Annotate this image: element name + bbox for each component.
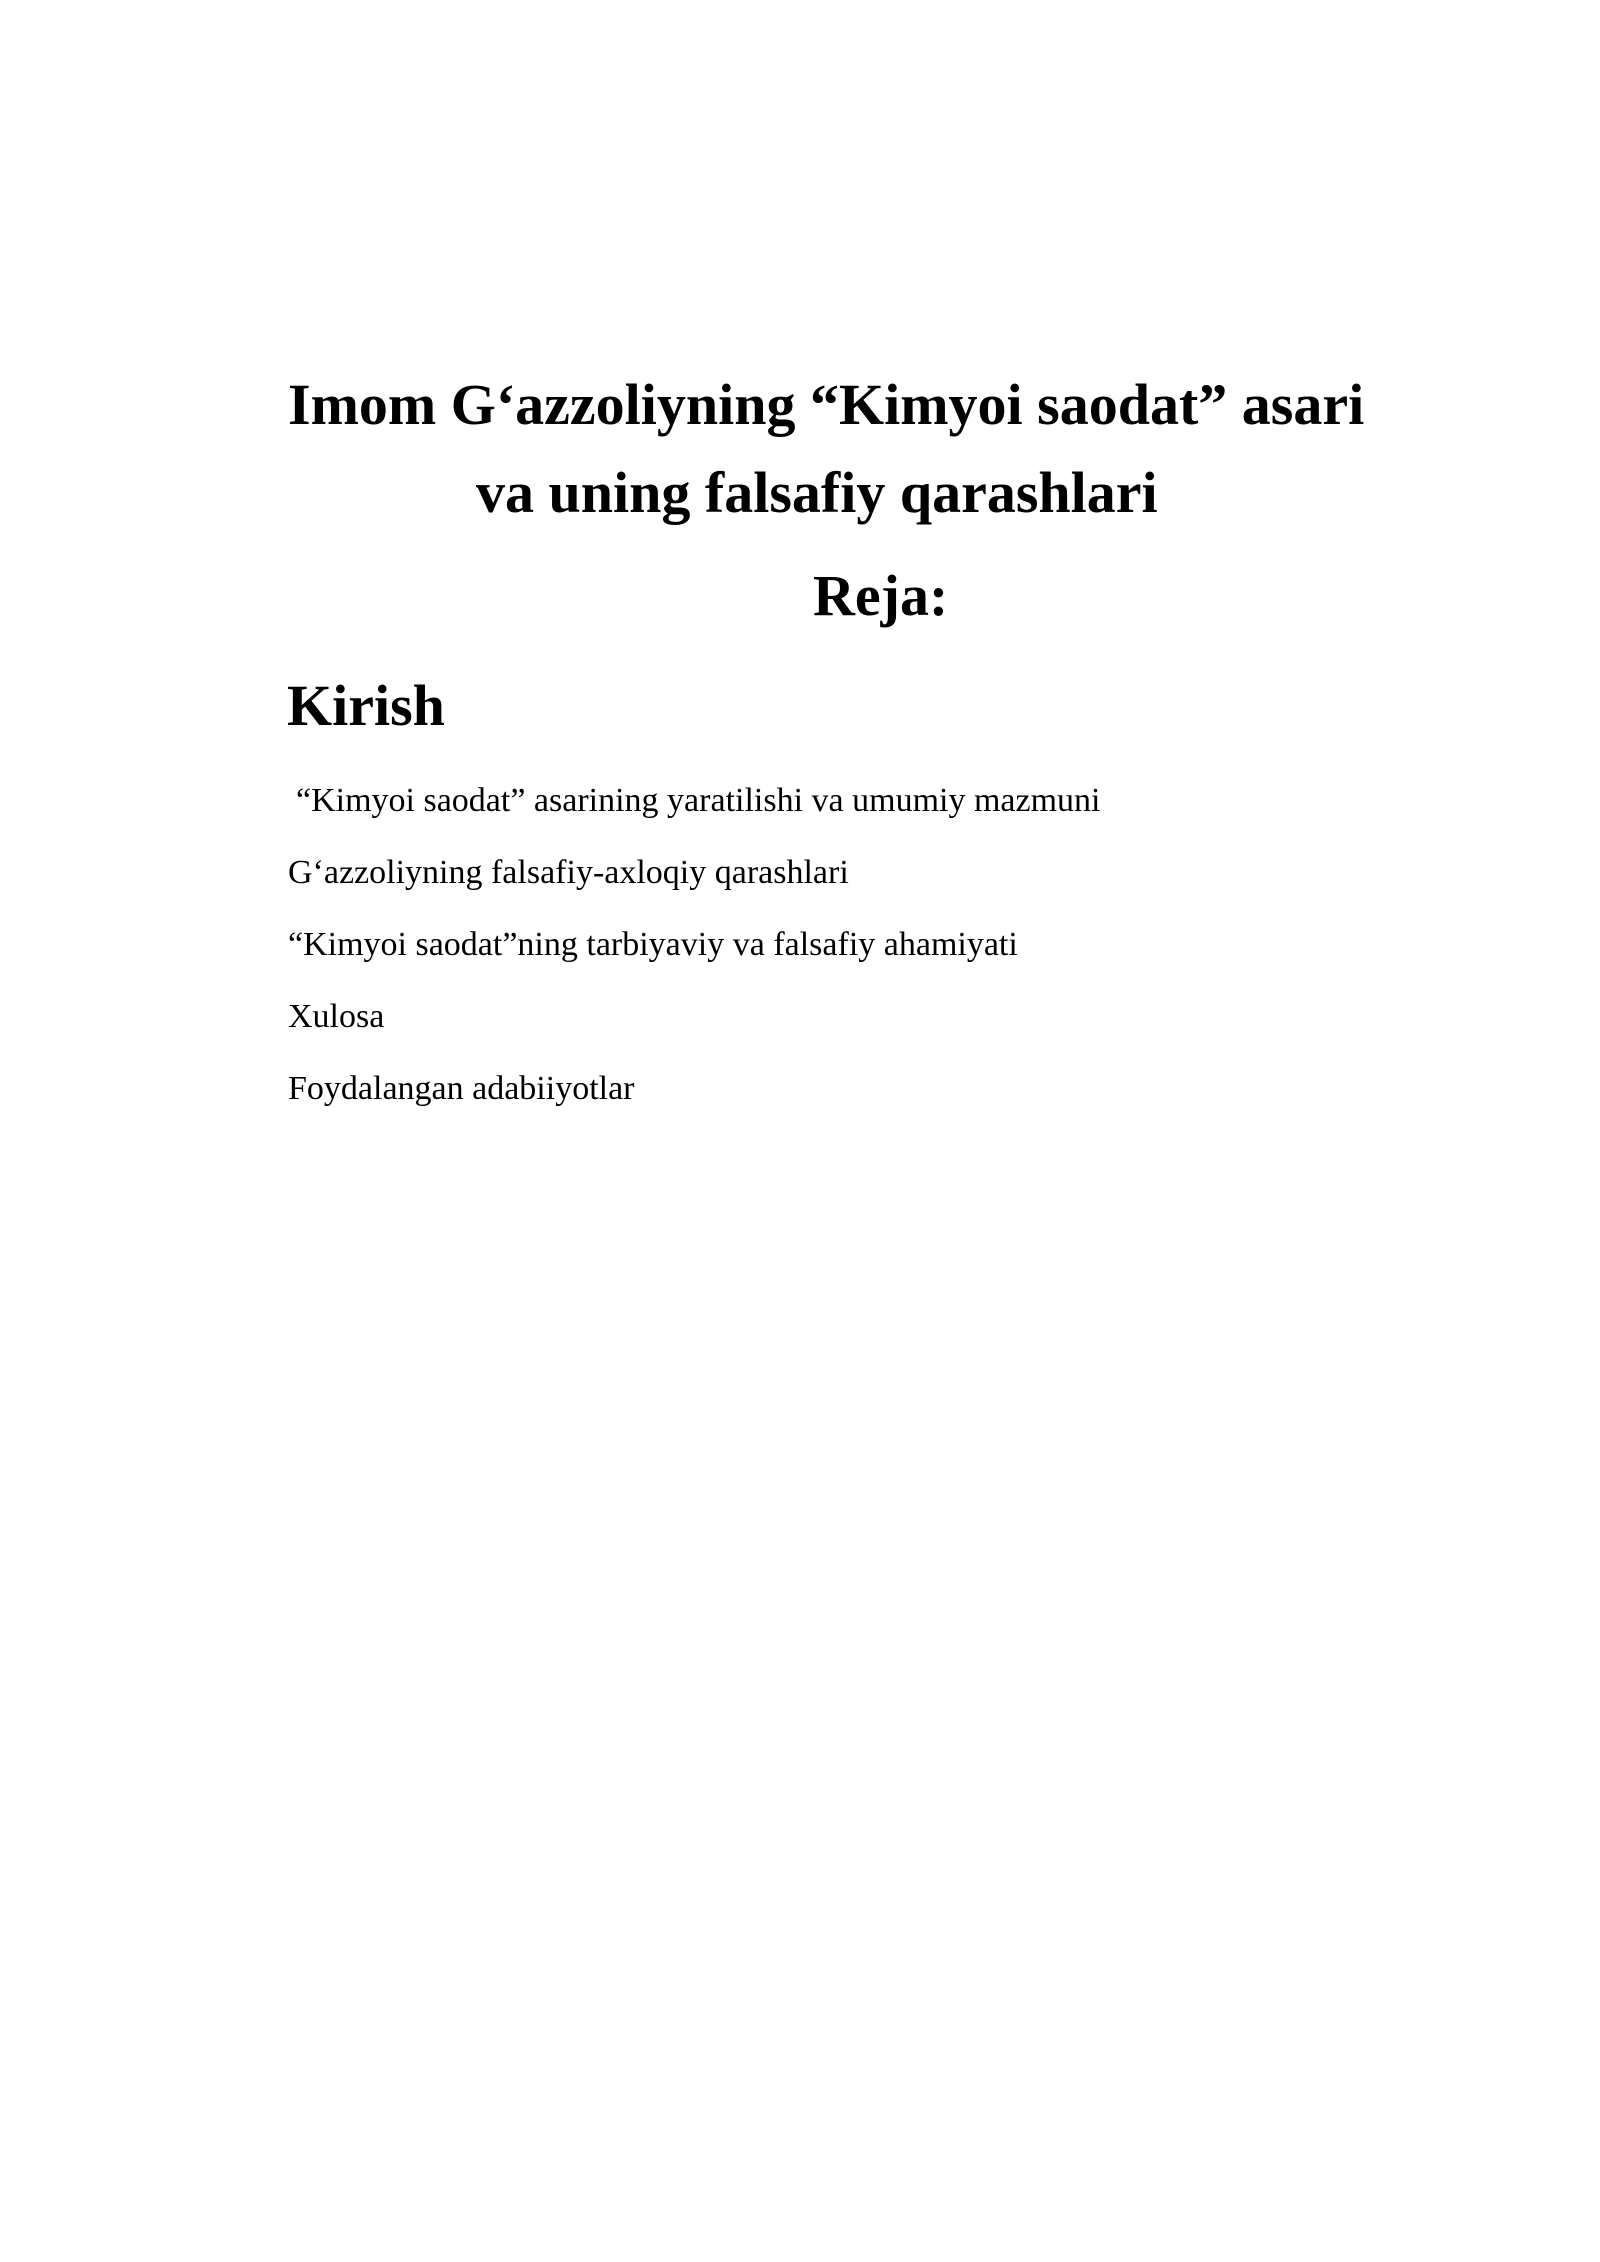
- intro-heading: Kirish: [287, 673, 445, 738]
- plan-item: “Kimyoi saodat” asarining yaratilishi va umumiy mazmuni: [296, 782, 1101, 819]
- plan-item: Foydalangan adabiiyotlar: [288, 1070, 635, 1107]
- plan-item: Xulosa: [288, 998, 385, 1035]
- plan-heading: Reja:: [813, 563, 949, 628]
- plan-item: “Kimyoi saodat”ning tarbiyaviy va falsafiy ahamiyati: [288, 926, 1018, 963]
- plan-item: G‘azzoliyning falsafiy-axloqiy qarashlari: [288, 854, 849, 891]
- document-title-line-2: va uning falsafiy qarashlari: [476, 460, 1158, 525]
- document-title-line-1: Imom G‘azzoliyning “Kimyoi saodat” asari: [288, 372, 1365, 437]
